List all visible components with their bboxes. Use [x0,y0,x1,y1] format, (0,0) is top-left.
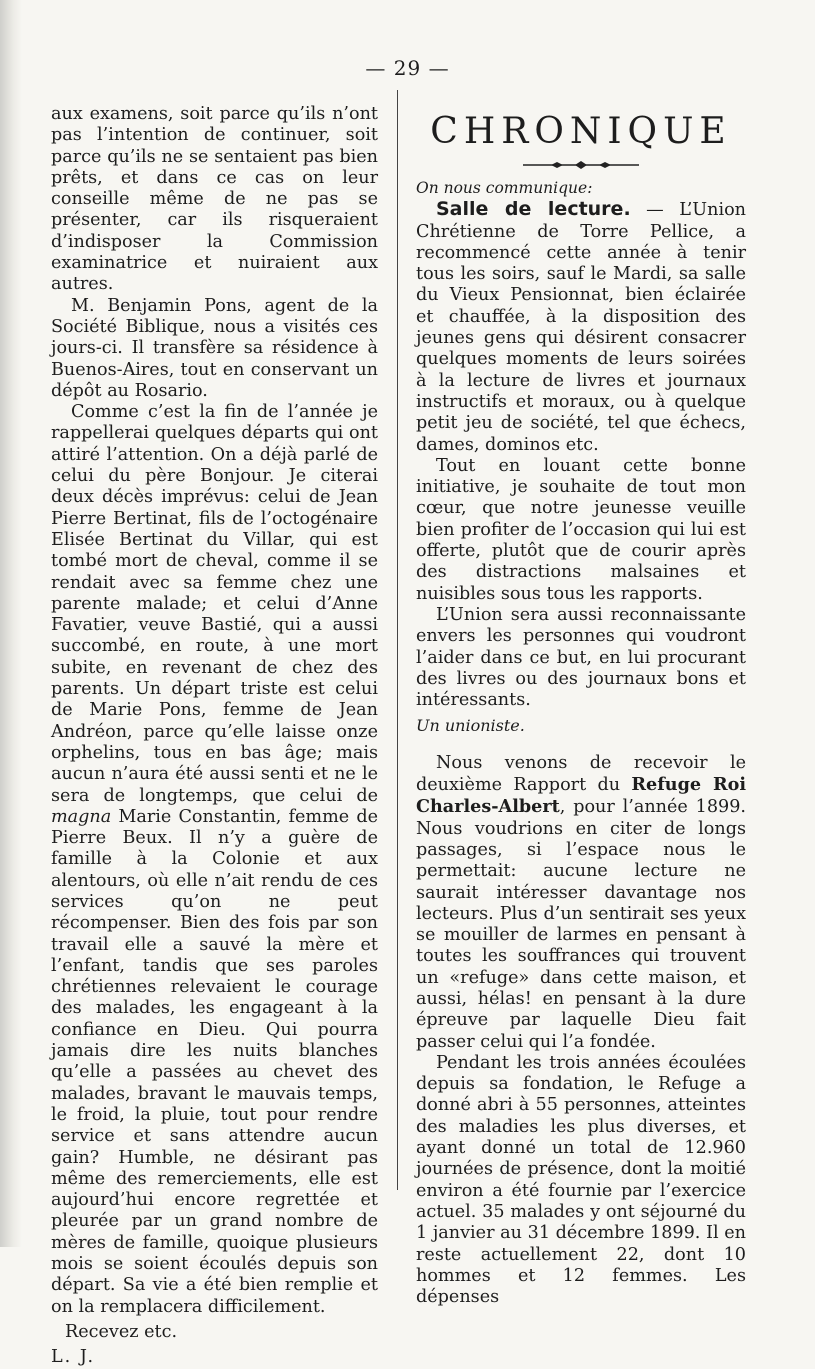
chronique-title: CHRONIQUE [430,111,732,152]
paragraph-initiative: Tout en louant cette bonne initiative, je souhaite de tout mon cœur, que notre jeunesse veuille bien profiter de l’occasion qui lui est offerte, plutôt que de courir après des distractions malsaines et nuisibles sous tous les rapports. [416,455,746,604]
refuge-text-part2: , pour l’année 1899. Nous voudrions en citer de longs passages, si l’espace nous le permettait: aucune lecture ne saurait intéresser davantage nos lecteurs. Plus d’un sentirait ses yeux se mouiller de larmes en pensant à toutes les souffrances qui trouvent un «refuge» dans cette maison, et aussi, hélas! en pensant à la dure épreuve par laquelle Dieu fait passer celui qui l’a fondée. [416,797,746,1052]
page-edge-shadow [0,0,22,1247]
author-initials: L. J. [51,1347,96,1368]
salle-text: — L’Union Chrétienne de Torre Pellice, a recommencé cette année à tenir tous les soirs, sauf le Mardi, sa salle du Vieux Pensionnat, bien éclairée et chauffée, à la disposition des jeunes gens qui désirent consacrer quelques moments de leurs soirées à la lecture de livres et journaux instructifs et moraux, ou à quelque petit jeu de société, tel que échecs, dames, dominos etc. [416,200,746,455]
paragraph-salle-lecture [416,199,746,456]
paragraph-refuge-rapport [416,753,746,1053]
title-ornament-icon [521,158,641,172]
magna-word: magna [51,806,112,827]
page-number: — 29 — [365,56,450,80]
paragraph-examens: aux examens, soit parce qu’ils n’ont pas l’intention de continuer, soit parce qu’ils ne se sentaient pas bien prêts, et dans ce cas on leur conseille même de ne pas se présenter, car ils risqueraient d’indisposer la Commission examinatrice et nuiraient aux autres. [51,104,378,295]
paragraph-departs-part2: Marie Constantin, femme de Pierre Beux. Il n’y a guère de famille à la Colonie et aux alentours, où elle n’ait rendu de ces services qu’on ne peut récompenser. Bien des fois par son travail elle a sauvé la mère et l’enfant, tandis que ses paroles chrétiennes relevaient le courage des malades, les engageant à la confiance en Dieu. Qui pourra jamais dire les nuits blanches qu’elle a passées au chevet des malades, bravant le mauvais temps, le froid, la pluie, tout pour rendre service et sans attendre aucun gain? Humble, ne désirant pas même des remerciements, elle est aujourd’hui encore regrettée et pleurée par un grand nombre de mères de famille, quoique plusieurs mois se soient écoulés depuis son départ. Sa vie a été bien remplie et on la remplacera difficilement. [51,806,378,1317]
closing-line: Recevez etc. [65,1321,178,1342]
right-column [416,104,746,1308]
unioniste-signature: Un unioniste. [416,716,525,736]
refuge-name: Refuge Roi Charles-Albert [416,774,747,818]
column-divider [397,90,398,1190]
paragraph-benjamin-pons: M. Benjamin Pons, agent de la Société Biblique, nous a visités ces jours-ci. Il transfère sa résidence à Buenos-Aires, tout en conservant un dépôt au Rosario. [51,295,378,401]
paragraph-union: L’Union sera aussi reconnaissante envers les personnes qui voudront l’aider dans ce but, en lui procurant des livres ou des journaux bons et intéressants. [416,604,746,711]
refuge-text-part1: Nous venons de recevoir le deuxième Rapport du [416,752,746,796]
left-column [51,104,378,1369]
paragraph-statistics: Pendant les trois années écoulées depuis sa fondation, le Refuge a donné abri à 55 personnes, atteintes des maladies les plus diverses, et ayant donné un total de 12.960 journées de présence, dont la moitié environ a été fournie par l’exercice actuel. 35 malades y ont séjourné du 1 janvier au 31 décembre 1899. Il en reste actuellement 22, dont 10 hommes et 12 femmes. Les dépenses [416,1052,746,1308]
paragraph-departs [51,402,378,1318]
salle-heading: Salle de lecture. [436,198,631,221]
paragraph-departs-part1: Comme c’est la fin de l’année je rappellerai quelques départs qui ont attiré l’attention. On a déjà parlé de celui du père Bonjour. Je citerai deux décès imprévus: celui de Jean Pierre Bertinat, fils de l’octogénaire Elisée Bertinat du Villar, qui est tombé mort de cheval, comme il se rendait avec sa femme chez une parente malade; et celui d’Anne Favatier, veuve Bastié, qui a aussi succombé, en route, à une mort subite, en revenant de chez des parents. Un départ triste est celui de Marie Pons, femme de Jean Andréon, parce qu’elle laisse onze orphelins, tous en bas âge; mais aucun n’aura été aussi senti et ne le sera de longtemps, que celui de [51,402,378,806]
intro-line: On nous communique: [416,179,593,197]
